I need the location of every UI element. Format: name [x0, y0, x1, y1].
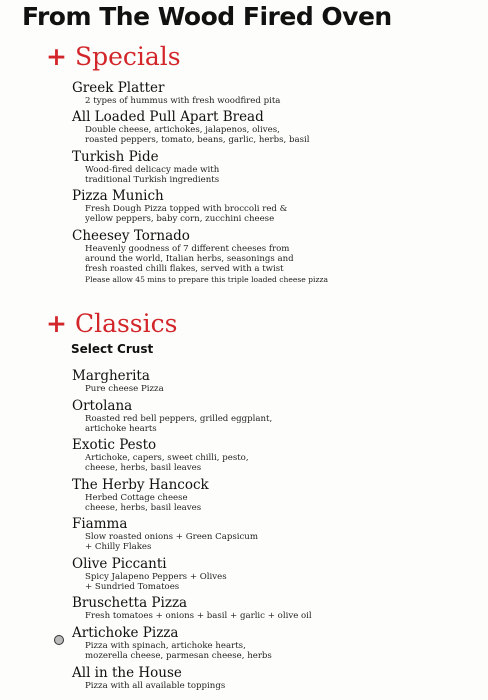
menu-item-greek-platter: [72, 81, 452, 106]
item-description: Slow roasted onions + Green Capsicum + Chilly Flakes: [85, 532, 258, 553]
menu-item-the-herby-hancock: [72, 478, 452, 513]
item-description: Pizza with spinach, artichoke hearts, mozerella cheese, parmesan cheese, herbs: [85, 641, 272, 662]
item-description: Fresh Dough Pizza topped with broccoli red & yellow peppers, baby corn, zucchini cheese: [85, 204, 288, 225]
menu-item-margherita: [72, 369, 452, 394]
item-description: 2 types of hummus with fresh woodfired pita: [85, 96, 281, 106]
section-heading-classics: [46, 309, 177, 338]
item-description: Spicy Jalapeno Peppers + Olives + Sundried Tomatoes: [85, 572, 227, 593]
item-name: Ortolana: [72, 398, 133, 414]
item-note: Please allow 45 mins to prepare this triple loaded cheese pizza: [85, 274, 328, 284]
item-description: Wood-fired delicacy made with traditional Turkish ingredients: [85, 165, 220, 186]
item-name: Greek Platter: [72, 80, 165, 96]
item-name: Olive Piccanti: [72, 556, 167, 572]
page-title: From The Wood Fired Oven: [22, 2, 392, 31]
item-description: Fresh tomatoes + onions + basil + garlic + olive oil: [85, 611, 312, 621]
menu-item-ortolana: [72, 399, 452, 434]
menu-item-fiamma: [72, 517, 452, 552]
item-name: Exotic Pesto: [72, 437, 157, 453]
select-crust-subheading: Select Crust: [71, 342, 154, 356]
menu-item-pizza-munich: [72, 189, 452, 224]
section-title: Specials: [74, 42, 181, 71]
item-description: Pure cheese Pizza: [85, 384, 164, 394]
section-heading-specials: [46, 42, 181, 71]
menu-item-exotic-pesto: [72, 438, 452, 473]
item-name: All in the House: [72, 665, 182, 681]
item-name: Pizza Munich: [72, 188, 164, 204]
menu-item-turkish-pide: [72, 150, 452, 185]
item-name: All Loaded Pull Apart Bread: [72, 109, 264, 125]
section-title: Classics: [74, 309, 178, 338]
item-name: Cheesey Tornado: [72, 228, 190, 244]
plus-icon: +: [46, 42, 67, 71]
item-description: Herbed Cottage cheese cheese, herbs, basil leaves: [85, 493, 202, 514]
radio-button[interactable]: [54, 635, 64, 645]
item-description: Roasted red bell peppers, grilled eggplant, artichoke hearts: [85, 414, 273, 435]
menu-item-olive-piccanti: [72, 557, 452, 592]
item-name: Fiamma: [72, 516, 128, 532]
item-name: Turkish Pide: [72, 149, 159, 165]
plus-icon: +: [46, 309, 67, 338]
menu-item-bruschetta-pizza: [72, 596, 452, 621]
item-description: Double cheese, artichokes, jalapenos, olives, roasted peppers, tomato, beans, garlic, herbs, basil: [85, 125, 310, 146]
item-description: Pizza with all available toppings: [85, 681, 226, 691]
item-description: Artichoke, capers, sweet chilli, pesto, cheese, herbs, basil leaves: [85, 453, 249, 474]
item-name: The Herby Hancock: [72, 477, 209, 493]
item-name: Artichoke Pizza: [72, 625, 179, 641]
item-description: Heavenly goodness of 7 different cheeses from around the world, Italian herbs, seasonings and fresh roasted chilli flakes, served with a twist Please allow 45 mins to prepare this triple loaded cheese pizza: [85, 244, 452, 285]
menu-item-artichoke-pizza[interactable]: [72, 626, 452, 661]
item-name: Margherita: [72, 368, 150, 384]
menu-item-all-in-the-house: [72, 666, 452, 691]
menu-item-cheesey-tornado: [72, 229, 452, 285]
menu-item-all-loaded-pull-apart-bread: [72, 110, 452, 145]
item-name: Bruschetta Pizza: [72, 595, 188, 611]
